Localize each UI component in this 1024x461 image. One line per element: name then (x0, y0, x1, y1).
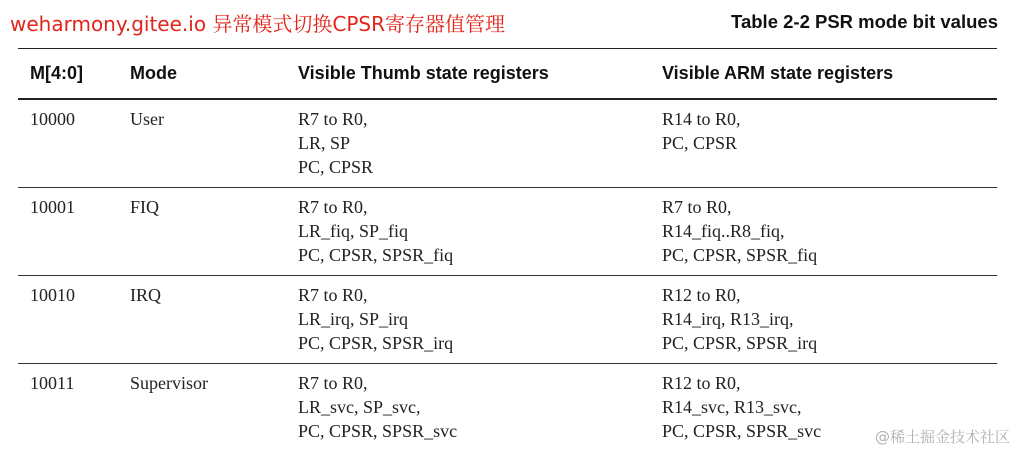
register-line: PC, CPSR, SPSR_irq (298, 333, 454, 353)
table-row (18, 99, 997, 188)
table-body (18, 99, 997, 451)
arm-registers-cell (662, 99, 997, 188)
page-header (0, 0, 1024, 44)
register-line: R7 to R0, (662, 197, 732, 217)
register-line: PC, CPSR, SPSR_svc (662, 421, 822, 441)
bits-cell: 10011 (30, 373, 75, 393)
column-header-arm: Visible ARM state registers (662, 63, 894, 83)
register-line: LR_irq, SP_irq (298, 309, 409, 329)
register-line: PC, CPSR (298, 157, 374, 177)
thumb-registers-cell (298, 364, 662, 452)
table-row (18, 188, 997, 276)
thumb-registers-cell (298, 188, 662, 276)
site-watermark: weharmony.gitee.io 异常模式切换CPSR寄存器值管理 (10, 12, 506, 36)
bits-cell: 10001 (30, 197, 75, 217)
register-line: R7 to R0, (298, 285, 368, 305)
table-caption: Table 2-2 PSR mode bit values (731, 11, 998, 32)
register-line: LR_svc, SP_svc, (298, 397, 421, 417)
table-row (18, 276, 997, 364)
register-line: PC, CPSR, SPSR_irq (662, 333, 818, 353)
register-line: R12 to R0, (662, 373, 741, 393)
register-line: PC, CPSR, SPSR_fiq (298, 245, 454, 265)
bits-cell: 10010 (30, 285, 75, 305)
register-line: R7 to R0, (298, 109, 368, 129)
register-line: R7 to R0, (298, 197, 368, 217)
register-line: PC, CPSR, SPSR_fiq (662, 245, 818, 265)
arm-registers-cell (662, 188, 997, 276)
column-header-mode: Mode (130, 63, 177, 83)
table-row (18, 364, 997, 452)
register-line (662, 155, 997, 179)
bits-cell: 10000 (30, 109, 75, 129)
mode-cell: IRQ (130, 285, 161, 305)
register-line: R14_irq, R13_irq, (662, 309, 794, 329)
psr-mode-table (18, 48, 997, 451)
register-line: LR, SP (298, 133, 351, 153)
register-line: PC, CPSR (662, 133, 738, 153)
register-line: R12 to R0, (662, 285, 741, 305)
mode-cell: Supervisor (130, 373, 208, 393)
column-header-thumb: Visible Thumb state registers (298, 63, 549, 83)
thumb-registers-cell (298, 276, 662, 364)
table-header (18, 49, 997, 100)
arm-registers-cell (662, 276, 997, 364)
register-line: R14_fiq..R8_fiq, (662, 221, 785, 241)
column-header-bits: M[4:0] (30, 63, 83, 83)
juejin-watermark: @稀土掘金技术社区 (874, 428, 1010, 446)
register-line: LR_fiq, SP_fiq (298, 221, 409, 241)
register-line: PC, CPSR, SPSR_svc (298, 421, 458, 441)
thumb-registers-cell (298, 99, 662, 188)
register-line: R7 to R0, (298, 373, 368, 393)
register-line: R14 to R0, (662, 109, 741, 129)
register-line: R14_svc, R13_svc, (662, 397, 802, 417)
mode-cell: User (130, 109, 164, 129)
header-row (18, 49, 997, 100)
mode-cell: FIQ (130, 197, 160, 217)
